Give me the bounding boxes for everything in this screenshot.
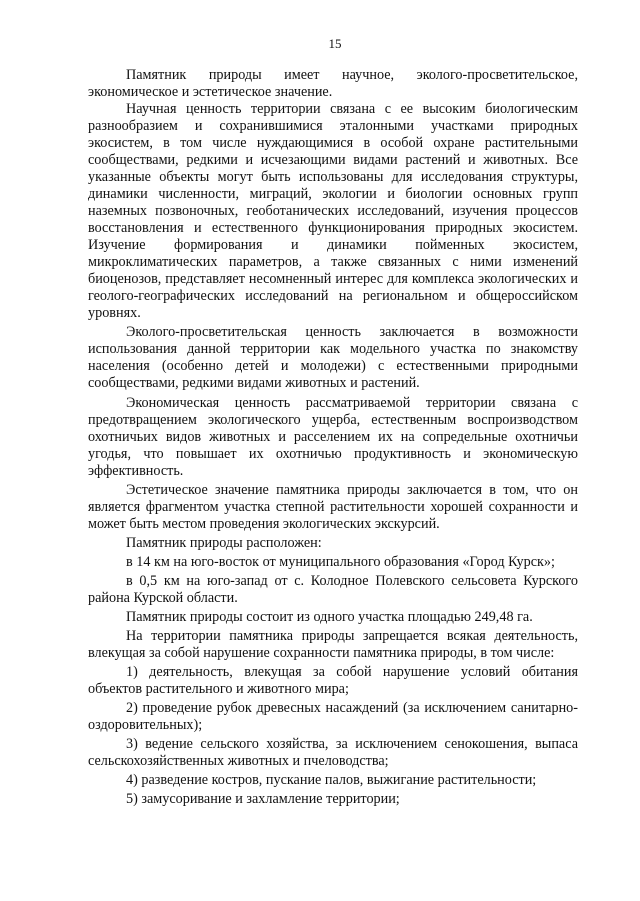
list-item-prohibition-1: 1) деятельность, влекущая за собой нарушение условий обитания объектов растительного и животного мира; (88, 664, 578, 697)
paragraph-location-1: в 14 км на юго-восток от муниципального образования «Город Курск»; (126, 554, 555, 570)
document-body (88, 67, 578, 808)
paragraph-significance: Памятник природы имеет научное, эколого-просветительское, экономическое и эстетическое значение. (88, 67, 578, 100)
list-item-prohibition-4: 4) разведение костров, пускание палов, выжигание растительности; (126, 772, 537, 788)
paragraph-aesthetic-value: Эстетическое значение памятника природы заключается в том, что он является фрагментом участка степной растительности хорошей сохранности и может быть местом проведения экологических экскурсий. (88, 482, 578, 532)
list-item-prohibition-5: 5) замусоривание и захламление территории; (126, 791, 400, 807)
list-item-prohibition-3: 3) ведение сельского хозяйства, за исключением сенокошения, выпаса сельскохозяйственных животных и пчеловодства; (88, 736, 578, 769)
list-item-prohibition-2: 2) проведение рубок древесных насаждений (за исключением санитарно-оздоровительных); (88, 700, 578, 733)
paragraph-educational-value: Эколого-просветительская ценность заключается в возможности использования данной территории как модельного участка по знакомству населения (особенно детей и молодежи) с естественными природными сообществами, редкими видами животных и растений. (88, 324, 578, 391)
paragraph-location-intro: Памятник природы расположен: (126, 535, 322, 551)
paragraph-area: Памятник природы состоит из одного участка площадью 249,48 га. (126, 609, 533, 625)
paragraph-scientific-value: Научная ценность территории связана с ее высоким биологическим разнообразием и сохранившимися эталонными участками природных экосистем, в том числе нуждающимися в особой охране растительными сообществами, редкими и исчезающими видами растений и животных. Все указанные объекты могут быть использованы для исследования структуры, динамики численности, миграций, экологии и биологии основных групп наземных позвоночных, геоботанических исследований, изучения процессов восстановления и естественного функционирования природных экосистем. Изучение формирования и динамики пойменных экосистем, микроклиматических параметров, а также связанных с ними изменений биоценозов, представляет несомненный интерес для комплекса экологических и геолого-географических исследований на региональном и общероссийском уровнях. (88, 101, 578, 321)
paragraph-economic-value: Экономическая ценность рассматриваемой территории связана с предотвращением экологического ущерба, естественным воспроизводством охотничьих видов животных и расселением их на сопредельные охотничьи угодья, что повышает их охотничью продуктивность и экономическую эффективность. (88, 395, 578, 479)
page-number: 15 (328, 36, 342, 51)
paragraph-location-2: в 0,5 км на юго-запад от с. Колодное Полевского сельсовета Курского района Курской области. (88, 573, 578, 606)
paragraph-prohibitions-intro: На территории памятника природы запрещается всякая деятельность, влекущая за собой нарушение сохранности памятника природы, в том числе: (88, 628, 578, 661)
